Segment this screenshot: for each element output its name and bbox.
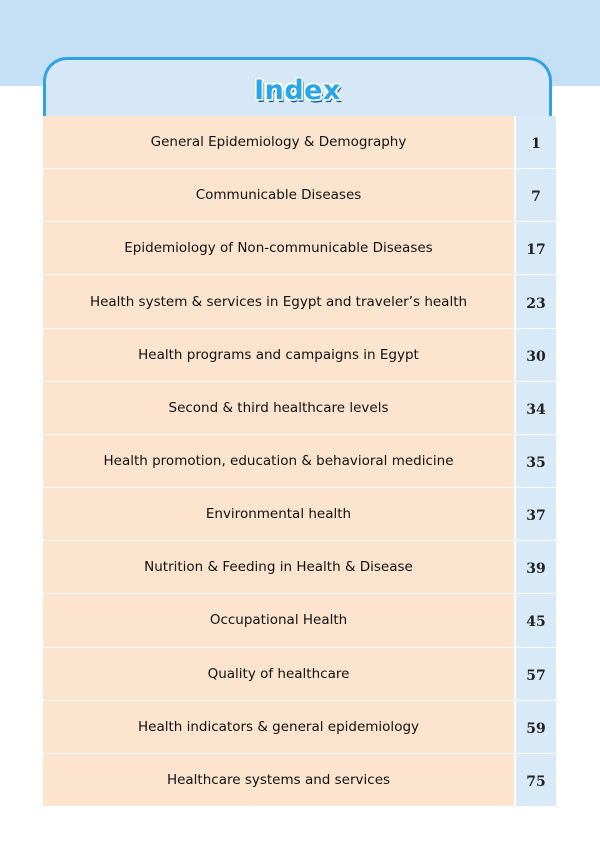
entry-page-number: 35 [514,435,556,487]
entry-page-number: 1 [514,116,556,168]
index-row[interactable] [43,382,556,435]
entry-title: General Epidemiology & Demography [43,116,514,168]
entry-title: Quality of healthcare [43,648,514,700]
entry-title: Communicable Diseases [43,169,514,221]
index-row[interactable] [43,275,556,328]
entry-page-number: 23 [514,275,556,327]
entry-title: Nutrition & Feeding in Health & Disease [43,541,514,593]
entry-page-number: 30 [514,329,556,381]
index-row[interactable] [43,116,556,169]
index-row[interactable] [43,488,556,541]
entry-title: Occupational Health [43,594,514,646]
index-header [43,57,552,116]
index-table [43,116,556,806]
entry-page-number: 45 [514,594,556,646]
entry-title: Second & third healthcare levels [43,382,514,434]
entry-title: Environmental health [43,488,514,540]
entry-title: Epidemiology of Non-communicable Diseases [43,222,514,274]
index-row[interactable] [43,701,556,754]
entry-page-number: 39 [514,541,556,593]
index-row[interactable] [43,541,556,594]
entry-title: Health indicators & general epidemiology [43,701,514,753]
entry-title: Healthcare systems and services [43,754,514,806]
entry-page-number: 75 [514,754,556,806]
entry-page-number: 57 [514,648,556,700]
entry-page-number: 7 [514,169,556,221]
entry-page-number: 37 [514,488,556,540]
page-title: Index [254,74,341,106]
entry-title: Health programs and campaigns in Egypt [43,329,514,381]
entry-page-number: 34 [514,382,556,434]
index-row[interactable] [43,648,556,701]
index-row[interactable] [43,329,556,382]
index-row[interactable] [43,435,556,488]
index-row[interactable] [43,594,556,647]
index-row[interactable] [43,222,556,275]
entry-title: Health system & services in Egypt and traveler’s health [43,275,514,327]
entry-page-number: 59 [514,701,556,753]
index-row[interactable] [43,754,556,806]
entry-title: Health promotion, education & behavioral medicine [43,435,514,487]
entry-page-number: 17 [514,222,556,274]
index-row[interactable] [43,169,556,222]
